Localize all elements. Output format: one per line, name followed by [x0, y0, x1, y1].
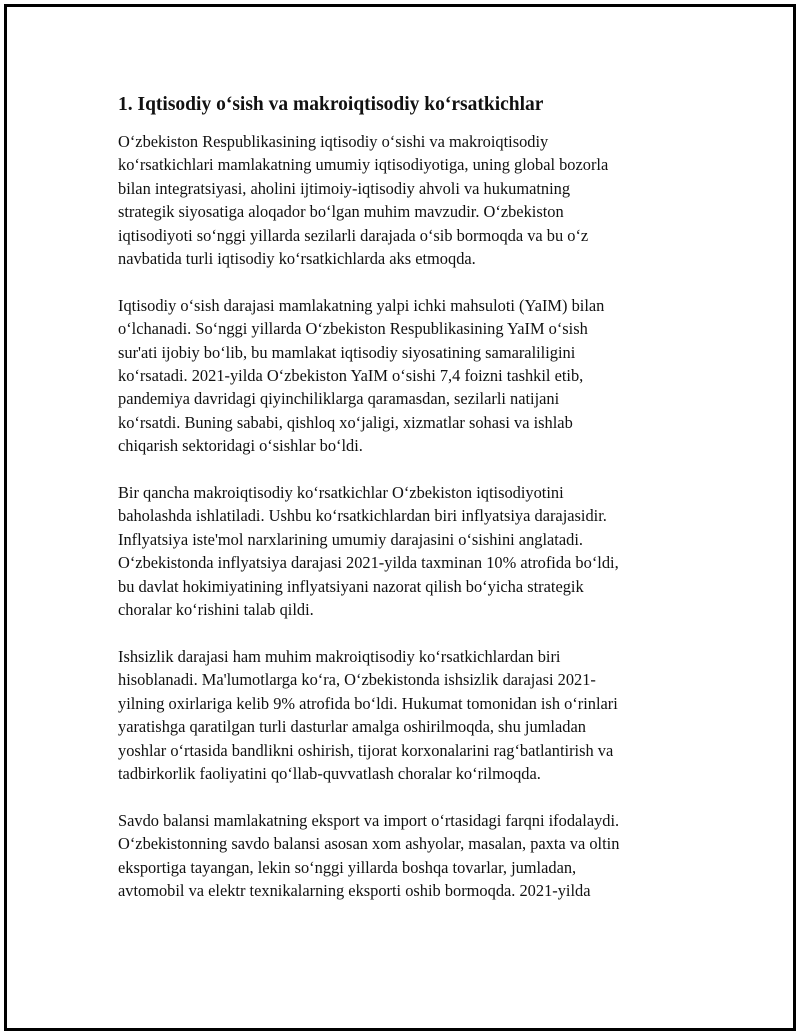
paragraph-intro: O‘zbekiston Respublikasining iqtisodiy o‘sishi va makroiqtisodiy ko‘rsatkichlari mamlakatning umumiy iqtisodiyotiga, uning global bozorla bilan integratsiyasi, aholini ijtimoiy-iqtisodiy ahvoli va hukumatning strategik siyosatiga aloqador bo‘lgan muhim mavzudir. O‘zbekiston iqtisodiyoti so‘nggi yillarda sezilarli darajada o‘sib bormoqda va bu o‘z navbatida turli iqtisodiy ko‘rsatkichlarda aks etmoqda.	[118, 132, 609, 269]
paragraph-trade-balance: Savdo balansi mamlakatning eksport va import o‘rtasidagi farqni ifodalaydi. O‘zbekistonning savdo balansi asosan xom ashyolar, masalan, paxta va oltin eksportiga tayangan, lekin so‘nggi yillarda boshqa tovarlar, jumladan, avtomobil va elektr texnikalarning eksporti oshib bormoqda. 2021-yilda	[118, 810, 620, 900]
section-heading: 1. Iqtisodiy o‘sish va makroiqtisodiy ko‘rsatkichlar	[118, 94, 544, 115]
paragraph-inflation: Bir qancha makroiqtisodiy ko‘rsatkichlar O‘zbekiston iqtisodiyotini baholashda ishlatiladi. Ushbu ko‘rsatkichlardan biri inflyatsiya darajasidir. Inflyatsiya iste'mol narxlarining umumiy darajasini o‘sishini anglatadi. O‘zbekistonda inflyatsiya darajasi 2021-yilda taxminan 10% atrofida bo‘ldi, bu davlat hokimiyatining inflyatsiyani nazorat qilish bo‘yicha strategik choralar ko‘rishini talab qildi.	[118, 483, 619, 620]
document-body	[118, 92, 683, 926]
paragraph-unemployment: Ishsizlik darajasi ham muhim makroiqtisodiy ko‘rsatkichlardan biri hisoblanadi. Ma'lumotlarga ko‘ra, O‘zbekistonda ishsizlik darajasi 2021- yilning oxirlariga kelib 9% atrofida bo‘ldi. Hukumat tomonidan ish o‘rinlari yaratishga qaratilgan turli dasturlar amalga oshirilmoqda, shu jumladan yoshlar o‘rtasida bandlikni oshirish, tijorat korxonalarini rag‘batlantirish va tadbirkorlik faoliyatini qo‘llab-quvvatlash choralar ko‘rilmoqda.	[118, 646, 618, 783]
paragraph-gdp-growth: Iqtisodiy o‘sish darajasi mamlakatning yalpi ichki mahsuloti (YaIM) bilan o‘lchanadi. So‘nggi yillarda O‘zbekiston Respublikasining YaIM o‘sish sur'ati ijobiy bo‘lib, bu mamlakat iqtisodiy siyosatining samaraliligini ko‘rsatadi. 2021-yilda O‘zbekiston YaIM o‘sishi 7,4 foizni tashkil etib, pandemiya davridagi qiyinchiliklarga qaramasdan, sezilarli natijani ko‘rsatdi. Buning sababi, qishloq xo‘jaligi, xizmatlar sohasi va ishlab chiqarish sektoridagi o‘sishlar bo‘ldi.	[118, 295, 605, 456]
